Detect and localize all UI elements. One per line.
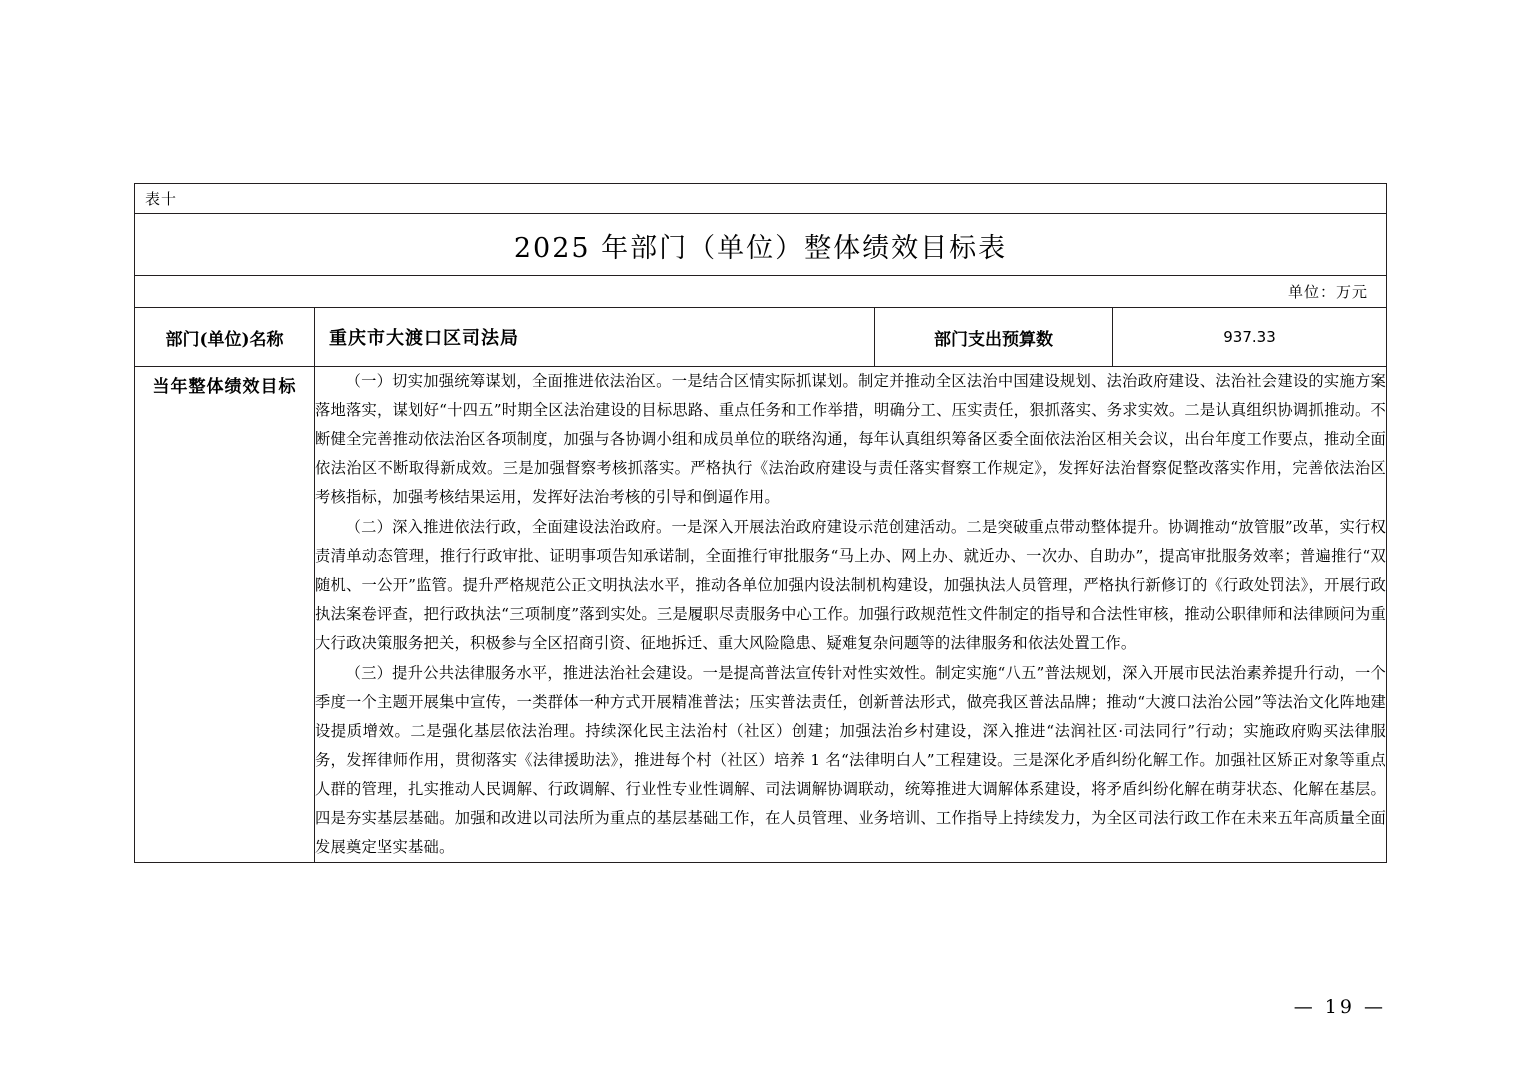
budget-amount-label: 部门支出预算数 bbox=[934, 329, 1053, 350]
page-number: — 19 — bbox=[1293, 996, 1386, 1018]
annual-goal-content bbox=[315, 367, 1387, 863]
table-tag-label: 表十 bbox=[145, 190, 178, 208]
table-row-unit bbox=[135, 276, 1387, 308]
table-row-goals bbox=[135, 367, 1387, 863]
goal-paragraph-1: （一）切实加强统筹谋划，全面推进依法治区。一是结合区情实际抓谋划。制定并推动全区法治中国建设规划、法治政府建设、法治社会建设的实施方案落地落实，谋划好“十四五”时期全区法治建设的目标思路、重点任务和工作举措，明确分工、压实责任，狠抓落实、务求实效。二是认真组织协调抓推动。不断健全完善推动依法治区各项制度，加强与各协调小组和成员单位的联络沟通，每年认真组织筹备区委全面依法治区相关会议，出台年度工作要点，推动全面依法治区不断取得新成效。三是加强督察考核抓落实。严格执行《法治政府建设与责任落实督察工作规定》，发挥好法治督察促整改落实作用，完善依法治区考核指标，加强考核结果运用，发挥好法治考核的引导和倒逼作用。 bbox=[315, 372, 1387, 506]
goal-paragraph-3: （三）提升公共法律服务水平，推进法治社会建设。一是提高普法宣传针对性实效性。制定实施“八五”普法规划，深入开展市民法治素养提升行动，一个季度一个主题开展集中宣传，一类群体一种方式开展精准普法；压实普法责任，创新普法形式，做亮我区普法品牌；推动“大渡口法治公园”等法治文化阵地建设提质增效。二是强化基层依法治理。持续深化民主法治村（社区）创建；加强法治乡村建设，深入推进“法润社区·司法同行”行动；实施政府购买法律服务，发挥律师作用，贯彻落实《法律援助法》，推进每个村（社区）培养 1 名“法律明白人”工程建设。三是深化矛盾纠纷化解工作。加强社区矫正对象等重点人群的管理，扎实推动人民调解、行政调解、行业性专业性调解、司法调解协调联动，统筹推进大调解体系建设，将矛盾纠纷化解在萌芽状态、化解在基层。四是夯实基层基础。加强和改进以司法所为重点的基层基础工作，在人员管理、业务培训、工作指导上持续发力，为全区司法行政工作在未来五年高质量全面发展奠定坚实基础。 bbox=[315, 664, 1387, 856]
goal-paragraph-2: （二）深入推进依法行政，全面建设法治政府。一是深入开展法治政府建设示范创建活动。二是突破重点带动整体提升。协调推动“放管服”改革，实行权责清单动态管理，推行行政审批、证明事项告知承诺制，全面推行审批服务“马上办、网上办、就近办、一次办、自助办”，提高审批服务效率；普遍推行“双随机、一公开”监管。提升严格规范公正文明执法水平，推动各单位加强内设法制机构建设，加强执法人员管理，严格执行新修订的《行政处罚法》，开展行政执法案卷评查，把行政执法“三项制度”落到实处。三是履职尽责服务中心工作。加强行政规范性文件制定的指导和合法性审核，推动公职律师和法律顾问为重大行政决策服务把关，积极参与全区招商引资、征地拆迁、重大风险隐患、疑难复杂问题等的法律服务和依法处置工作。 bbox=[315, 518, 1387, 652]
table-row-tag bbox=[135, 184, 1387, 214]
page-title: 2025 年部门（单位）整体绩效目标表 bbox=[513, 233, 1008, 264]
budget-amount-value: 937.33 bbox=[1223, 328, 1276, 346]
unit-note: 单位：万元 bbox=[1288, 283, 1369, 301]
annual-goal-label: 当年整体绩效目标 bbox=[135, 367, 315, 863]
department-name-label: 部门(单位)名称 bbox=[165, 329, 284, 350]
table-row-title bbox=[135, 214, 1387, 276]
table-row-department bbox=[135, 308, 1387, 367]
performance-goal-table bbox=[134, 183, 1387, 863]
department-name-value: 重庆市大渡口区司法局 bbox=[329, 328, 519, 349]
